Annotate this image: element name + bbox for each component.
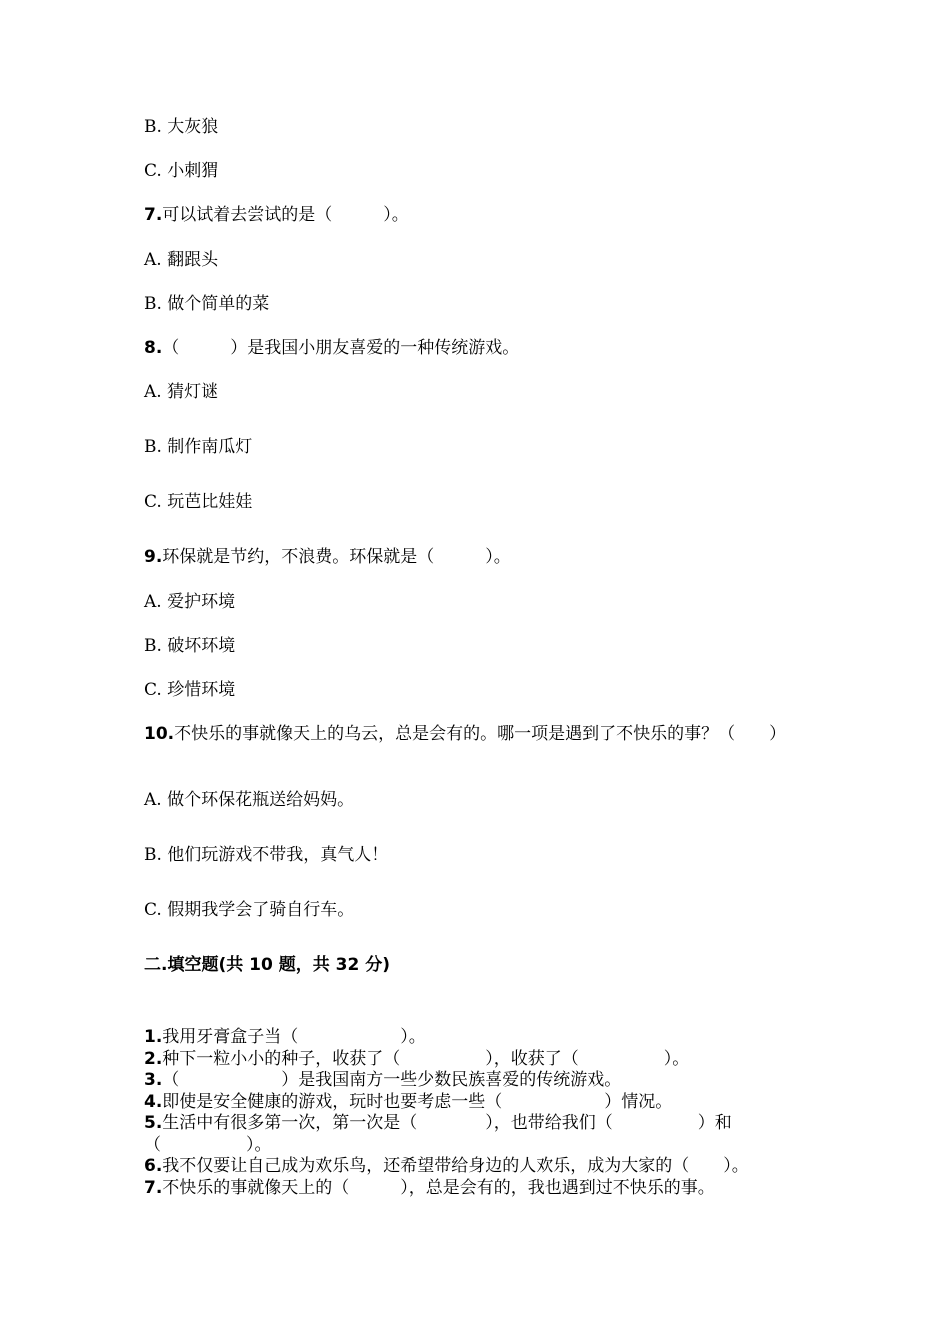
item-number: 2. (144, 1048, 163, 1069)
question-text: 环保就是节约，不浪费。环保就是（ ）。 (162, 547, 511, 567)
item-text: （ ）是我国南方一些少数民族喜爱的传统游戏。 (162, 1070, 622, 1090)
item-number: 5. (144, 1113, 163, 1133)
fill-item-7 (144, 1178, 809, 1200)
item-text: 种下一粒小小的种子，收获了（ ），收获了（ ）。 (162, 1048, 690, 1069)
q8-option-b: B. 制作南瓜灯 (144, 437, 253, 457)
question-10 (144, 723, 809, 745)
question-9 (144, 546, 511, 568)
fill-item-6 (144, 1156, 809, 1178)
q10-option-b: B. 他们玩游戏不带我，真气人！ (144, 845, 389, 865)
question-8 (144, 337, 519, 359)
item-number: 3. (144, 1070, 163, 1090)
question-text: 不快乐的事就像天上的乌云，总是会有的。哪一项是遇到了不快乐的事？（ ） (174, 724, 787, 744)
q7-option-a: A. 翻跟头 (144, 250, 219, 270)
fill-item-2 (144, 1049, 809, 1071)
q8-option-c: C. 玩芭比娃娃 (144, 492, 253, 512)
item-text: 我用牙膏盒子当（ ）。 (162, 1027, 426, 1047)
q8-option-a: A. 猜灯谜 (144, 382, 219, 402)
fill-item-3 (144, 1070, 809, 1092)
question-number: 8. (144, 338, 163, 358)
q9-option-a: A. 爱护环境 (144, 592, 236, 612)
section-title: 二.填空题(共 10 题，共 32 分) (144, 955, 390, 975)
fill-item-5 (144, 1113, 809, 1156)
q10-option-c: C. 假期我学会了骑自行车。 (144, 900, 355, 920)
question-text: （ ）是我国小朋友喜爱的一种传统游戏。 (162, 338, 520, 358)
item-number: 7. (144, 1177, 163, 1198)
q9-option-c: C. 珍惜环境 (144, 680, 236, 700)
item-number: 6. (144, 1156, 163, 1176)
question-text: 可以试着去尝试的是（ ）。 (162, 205, 409, 225)
q9-option-b: B. 破坏环境 (144, 636, 236, 656)
question-number: 10. (144, 724, 175, 744)
q7-option-b: B. 做个简单的菜 (144, 294, 270, 314)
fill-blank-list (144, 1027, 809, 1199)
item-number: 1. (144, 1027, 163, 1047)
q6-option-c: C. 小刺猬 (144, 161, 219, 181)
question-number: 9. (144, 547, 163, 567)
fill-item-4 (144, 1092, 809, 1114)
question-7 (144, 204, 409, 226)
q10-option-a: A. 做个环保花瓶送给妈妈。 (144, 790, 355, 810)
question-number: 7. (144, 205, 163, 225)
item-text: 不快乐的事就像天上的（ ），总是会有的，我也遇到过不快乐的事。 (162, 1177, 715, 1198)
q6-option-b: B. 大灰狼 (144, 117, 219, 137)
item-text: 我不仅要让自己成为欢乐鸟，还希望带给身边的人欢乐，成为大家的（ ）。 (162, 1156, 749, 1176)
item-text: 生活中有很多第一次，第一次是（ ），也带给我们（ ）和（ ）。 (144, 1113, 732, 1155)
fill-item-1 (144, 1027, 809, 1049)
item-text: 即使是安全健康的游戏，玩时也要考虑一些（ ）情况。 (162, 1091, 673, 1112)
item-number: 4. (144, 1091, 163, 1112)
